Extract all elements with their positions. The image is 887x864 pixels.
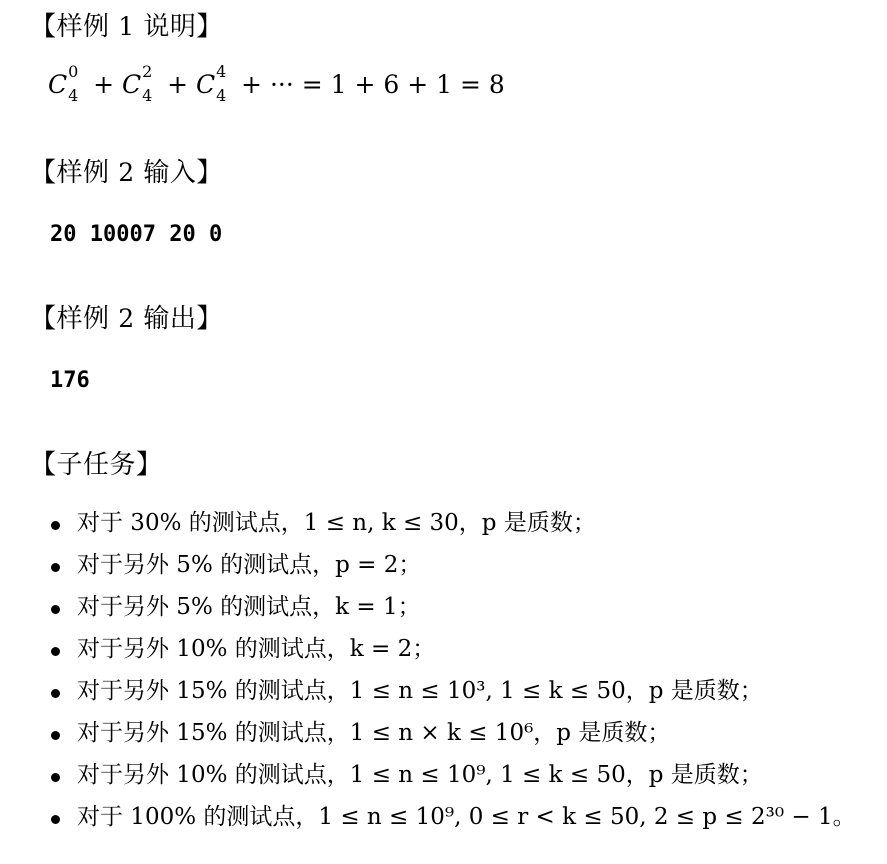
heading-sample2-output-left: 【样例 bbox=[30, 304, 119, 334]
heading-sample2-input-right: 输入】 bbox=[134, 158, 223, 188]
bullet-icon bbox=[51, 521, 60, 530]
subtask-item-7 bbox=[48, 762, 856, 804]
subtask-text-7: 对于另外 10% 的测试点，1 ≤ n ≤ 10⁹, 1 ≤ k ≤ 50，p 是质数； bbox=[77, 762, 763, 788]
heading-sample1-explanation bbox=[30, 14, 223, 40]
subtask-text-4: 对于另外 10% 的测试点，k = 2； bbox=[77, 636, 436, 662]
formula-tail: + ··· = 1 + 6 + 1 = 8 bbox=[233, 70, 505, 99]
subtask-text-5: 对于另外 15% 的测试点，1 ≤ n ≤ 10³, 1 ≤ k ≤ 50，p 是质数； bbox=[77, 678, 763, 704]
formula-sup2: 2 bbox=[142, 62, 153, 81]
subtask-text-2: 对于另外 5% 的测试点，p = 2； bbox=[77, 552, 422, 578]
formula-plus1: + bbox=[85, 70, 122, 99]
subtask-item-2 bbox=[48, 552, 856, 594]
heading-sample1-right: 说明】 bbox=[134, 12, 223, 42]
heading-sample2-output-right: 输出】 bbox=[134, 304, 223, 334]
bullet-icon bbox=[51, 647, 60, 656]
bullet-icon bbox=[51, 689, 60, 698]
subtask-item-1 bbox=[48, 510, 856, 552]
heading-sample2-output-number: 2 bbox=[118, 304, 135, 333]
formula-c3: C bbox=[195, 70, 216, 99]
subtask-text-8: 对于 100% 的测试点，1 ≤ n ≤ 10⁹, 0 ≤ r < k ≤ 50, 2 ≤ p ≤ 2³⁰ − 1。 bbox=[77, 804, 856, 830]
heading-subtasks: 【子任务】 bbox=[30, 450, 163, 480]
formula-sup3: 4 bbox=[216, 62, 227, 81]
bullet-icon bbox=[51, 563, 60, 572]
subtask-item-3 bbox=[48, 594, 856, 636]
bullet-icon bbox=[51, 605, 60, 614]
bullet-icon bbox=[51, 731, 60, 740]
formula-c2: C bbox=[121, 70, 142, 99]
formula-sub2: 4 bbox=[142, 86, 153, 105]
subtask-item-4 bbox=[48, 636, 856, 678]
formula-sup1: 0 bbox=[68, 62, 79, 81]
formula-sub3: 4 bbox=[216, 86, 227, 105]
sample1-formula bbox=[48, 62, 505, 105]
subtask-item-5 bbox=[48, 678, 856, 720]
subtask-text-1: 对于 30% 的测试点，1 ≤ n, k ≤ 30，p 是质数； bbox=[77, 510, 596, 536]
bullet-icon bbox=[51, 815, 60, 824]
heading-sample2-input-number: 2 bbox=[118, 158, 135, 187]
formula-sub1: 4 bbox=[68, 86, 79, 105]
heading-sample1-number: 1 bbox=[118, 12, 135, 41]
heading-sample1-left: 【样例 bbox=[30, 12, 119, 42]
subtask-text-3: 对于另外 5% 的测试点，k = 1； bbox=[77, 594, 421, 620]
heading-sample2-output bbox=[30, 306, 223, 332]
formula-plus2: + bbox=[159, 70, 196, 99]
heading-sample2-input bbox=[30, 160, 223, 186]
subtask-text-6: 对于另外 15% 的测试点，1 ≤ n × k ≤ 10⁶，p 是质数； bbox=[77, 720, 671, 746]
heading-sample2-input-left: 【样例 bbox=[30, 158, 119, 188]
subtask-item-6 bbox=[48, 720, 856, 762]
sample2-input-code: 20 10007 20 0 bbox=[50, 222, 223, 247]
subtask-list bbox=[48, 510, 856, 846]
bullet-icon bbox=[51, 773, 60, 782]
formula-c1: C bbox=[48, 70, 68, 99]
sample2-output-code: 176 bbox=[50, 368, 90, 393]
subtask-item-8 bbox=[48, 804, 856, 846]
